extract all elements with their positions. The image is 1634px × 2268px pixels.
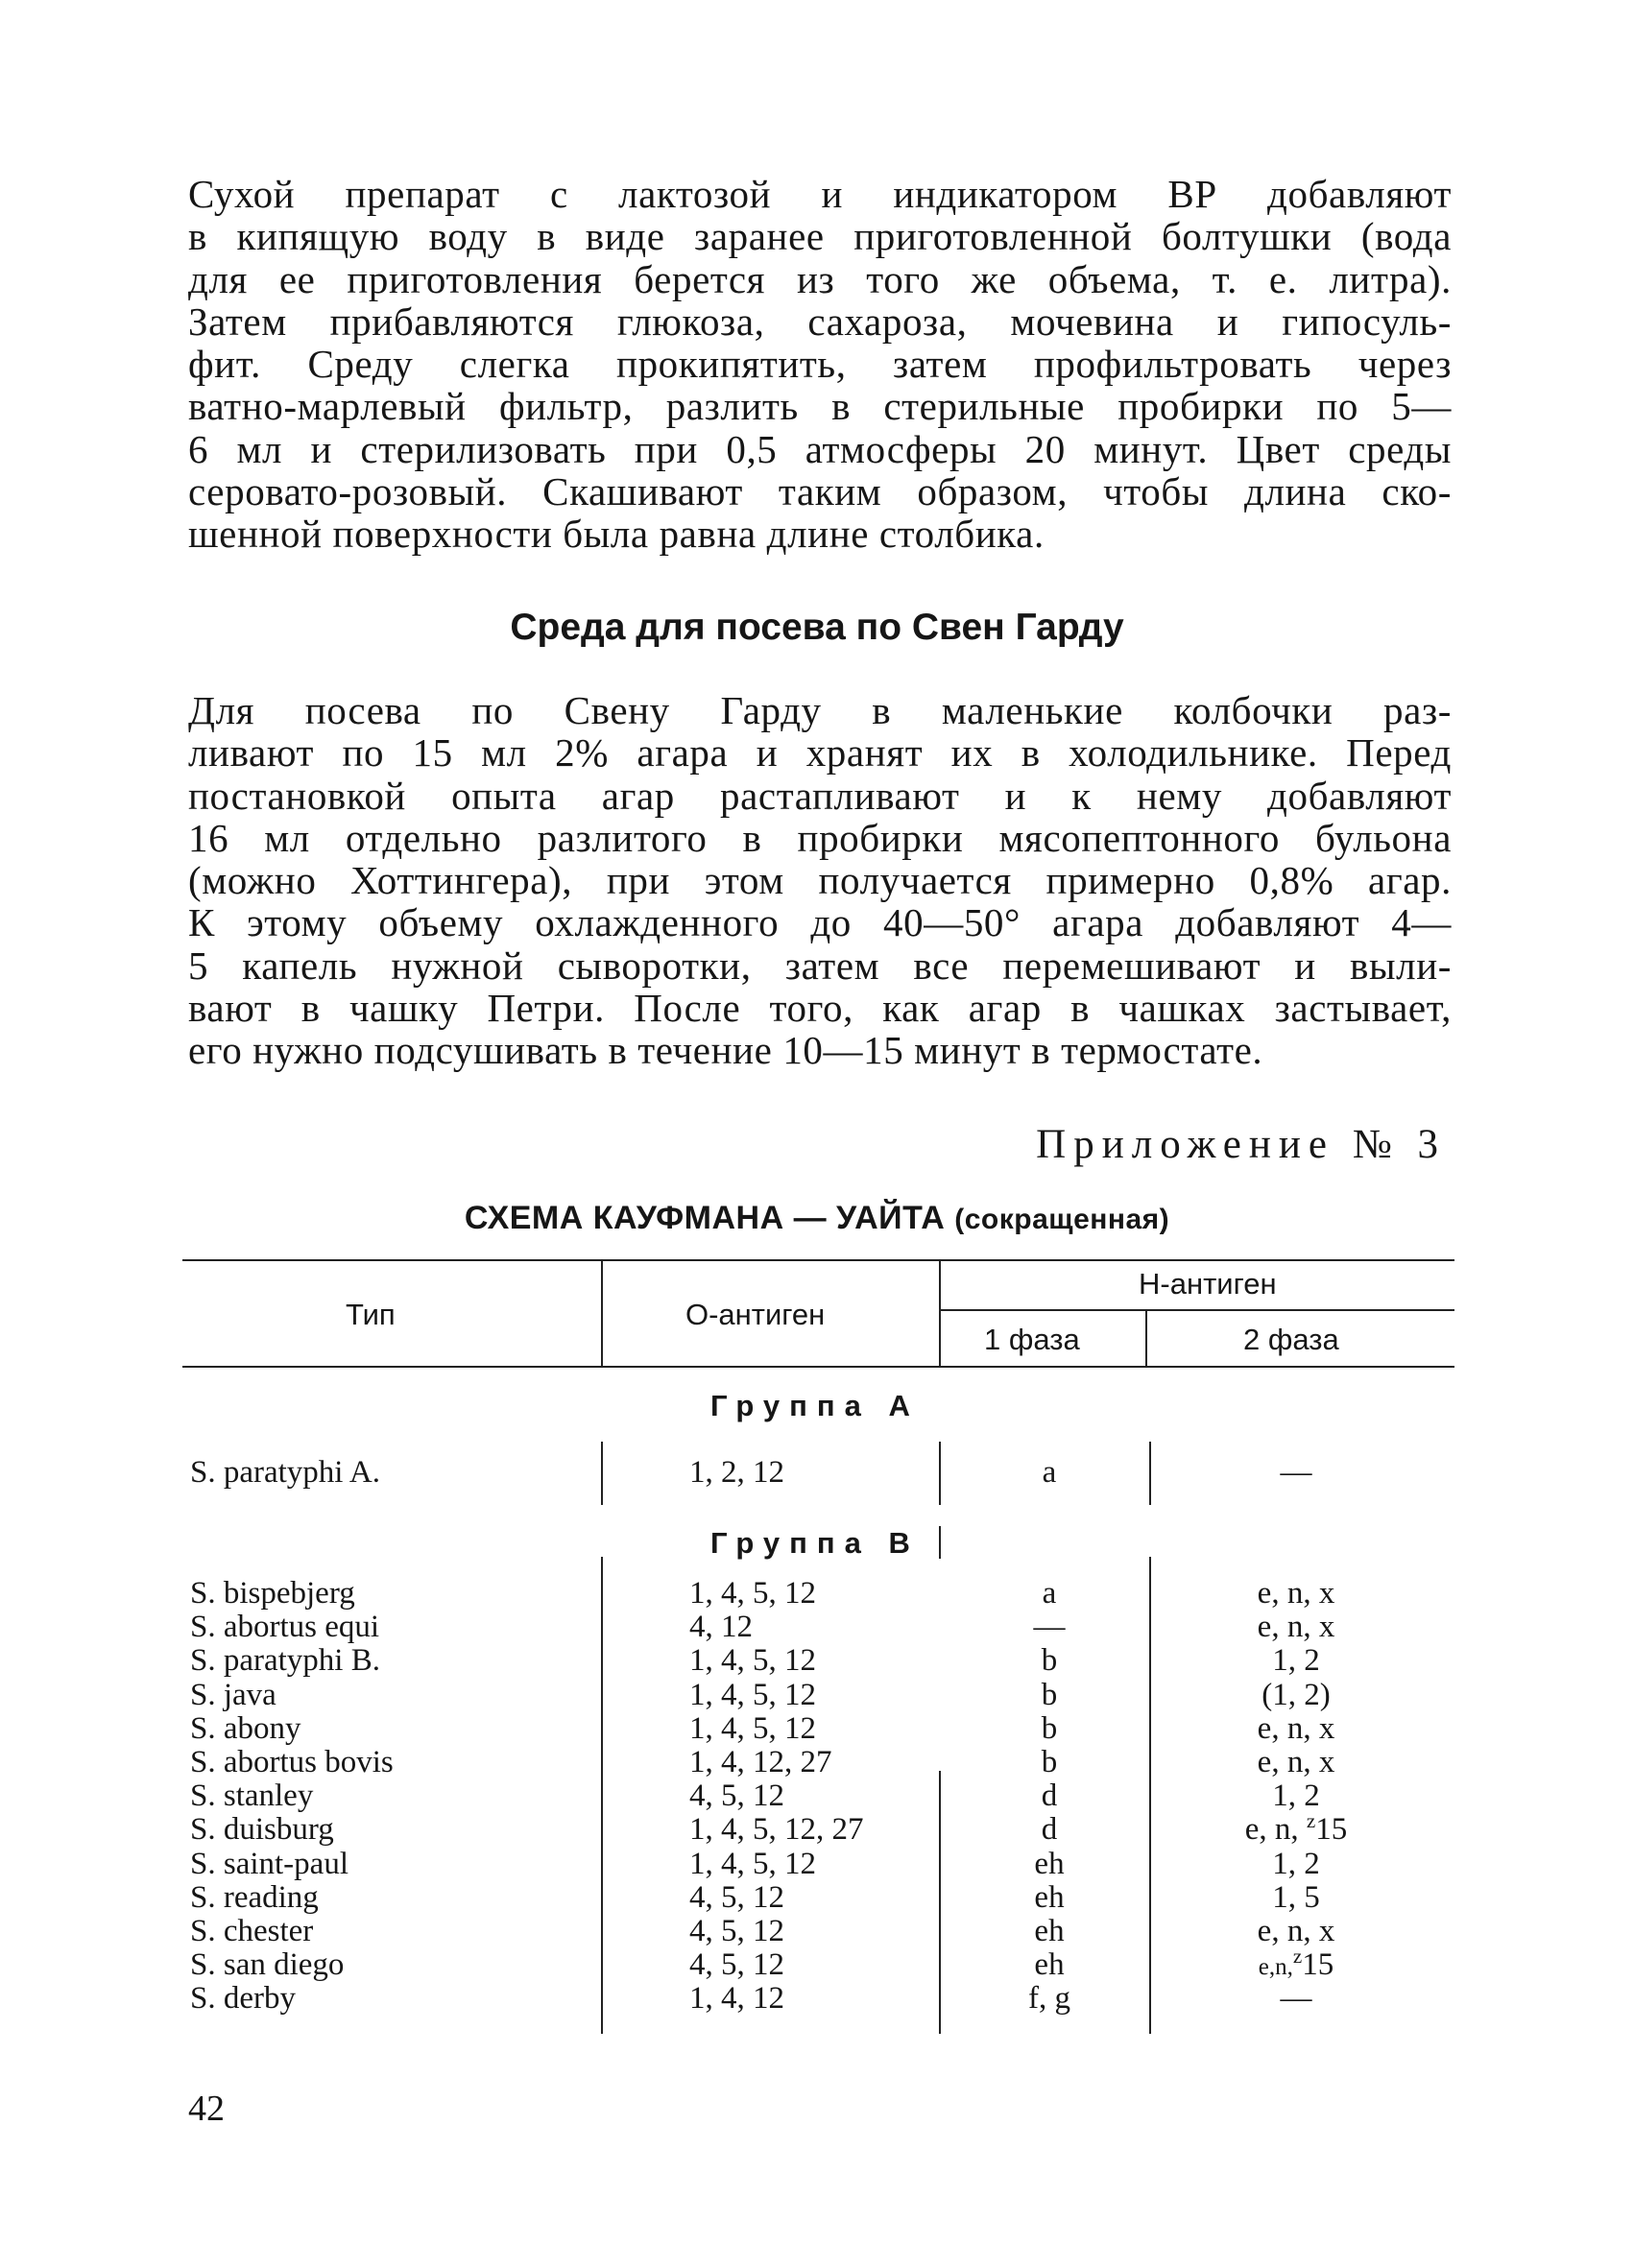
text-line: шенной поверхности была равна длине столбика. <box>188 512 1045 557</box>
row-type-name: S. chester <box>190 1914 314 1948</box>
phase-2-superscript: z <box>1306 1809 1316 1833</box>
group-b-vrule-1 <box>601 1557 603 2034</box>
row-phase-1: — <box>1033 1610 1066 1645</box>
row-o-antigen: 1, 4, 5, 12 <box>689 1677 816 1712</box>
row-phase-2: e, n, x <box>1257 1745 1335 1779</box>
row-type-name: S. saint-paul <box>190 1846 348 1881</box>
row-o-antigen: 4, 5, 12 <box>689 1879 784 1915</box>
row-o-antigen: 4, 5, 12 <box>689 1914 784 1948</box>
row-o-antigen: 1, 4, 5, 12, 27 <box>689 1812 864 1848</box>
row-phase-2: 1, 2 <box>1272 1643 1320 1679</box>
phase-2-text: e, n, <box>1244 1812 1307 1848</box>
row-o-antigen: 1, 4, 5, 12 <box>689 1846 816 1881</box>
row-phase-1: f, g <box>1028 1981 1070 2017</box>
text-line: К этому объему охлажденного до 40—50° агара добавляют 4— <box>188 900 1452 945</box>
row-o-antigen: 1, 2, 12 <box>689 1455 784 1490</box>
text-line: Сухой препарат с лактозой и индикатором ВР добавляют <box>188 172 1452 216</box>
header-vrule-1 <box>601 1261 603 1366</box>
row-type-name: S. san diego <box>190 1947 345 1983</box>
section-heading: Среда для посева по Свен Гарду <box>510 607 1124 648</box>
text-line: 16 мл отдельно разлитого в пробирки мясопептонного бульона <box>188 815 1452 860</box>
row-type-name: S. abony <box>190 1710 301 1746</box>
phase-2-text: 15 <box>1302 1947 1334 1983</box>
header-vrule-2 <box>939 1261 941 1366</box>
row-phase-1: b <box>1041 1677 1058 1712</box>
row-type-name: S. abortus bovis <box>190 1745 394 1779</box>
row-phase-1: a <box>1042 1576 1057 1611</box>
group-b-label: Группа В <box>710 1526 920 1560</box>
table-subtitle: (сокращенная) <box>954 1204 1170 1235</box>
row-phase-2: e, n, x <box>1257 1610 1335 1645</box>
group-a-vrule-1 <box>601 1442 603 1505</box>
row-phase-1: eh <box>1034 1879 1065 1915</box>
row-phase-1: b <box>1041 1745 1058 1779</box>
phase-2-text: 15 <box>1315 1812 1348 1848</box>
text-line: 6 мл и стерилизовать при 0,5 атмосферы 20 минут. Цвет среды <box>188 426 1452 471</box>
row-o-antigen: 1, 4, 12 <box>689 1981 784 2017</box>
row-o-antigen: 1, 4, 5, 12 <box>689 1643 816 1679</box>
row-phase-2: 1, 2 <box>1272 1779 1320 1814</box>
text-line: ватно-марлевый фильтр, разлить в стерильные пробирки по 5— <box>188 384 1452 429</box>
header-type: Тип <box>346 1298 396 1331</box>
row-type-name: S. abortus equi <box>190 1610 380 1645</box>
header-o-antigen: О-антиген <box>685 1298 826 1331</box>
row-o-antigen: 1, 4, 5, 12 <box>689 1576 816 1611</box>
row-phase-2: 1, 5 <box>1272 1879 1320 1915</box>
row-type-name: S. paratyphi A. <box>190 1455 380 1490</box>
row-phase-1: a <box>1042 1455 1057 1490</box>
row-phase-1: d <box>1041 1812 1058 1848</box>
phase-2-text: e,n, <box>1258 1954 1293 1981</box>
text-line: постановкой опыта агар растапливают и к нему добавляют <box>188 773 1452 818</box>
header-phase-2: 2 фаза <box>1243 1323 1339 1356</box>
text-line: его нужно подсушивать в течение 10—15 минут в термостате. <box>188 1028 1263 1073</box>
row-phase-2: — <box>1280 1455 1312 1490</box>
row-type-name: S. stanley <box>190 1779 314 1814</box>
row-phase-2 <box>1219 1947 1373 1985</box>
table-title <box>0 1200 1634 1237</box>
row-o-antigen: 1, 4, 5, 12 <box>689 1710 816 1746</box>
row-o-antigen: 1, 4, 12, 27 <box>689 1745 832 1779</box>
row-type-name: S. duisburg <box>190 1812 334 1848</box>
text-line: (можно Хоттингера), при этом получается примерно 0,8% агар. <box>188 858 1452 903</box>
h-antigen-rule <box>941 1309 1454 1311</box>
group-b-vrule-4 <box>1149 1557 1151 2034</box>
text-line: фит. Среду слегка прокипятить, затем профильтровать через <box>188 342 1452 387</box>
row-o-antigen: 4, 12 <box>689 1610 753 1645</box>
row-phase-2: e, n, x <box>1257 1914 1335 1948</box>
header-phase-1: 1 фаза <box>984 1323 1080 1356</box>
row-phase-2: 1, 2 <box>1272 1846 1320 1881</box>
text-line: Затем прибавляются глюкоза, сахароза, мочевина и гипосуль- <box>188 298 1452 344</box>
page-number: 42 <box>188 2089 225 2129</box>
row-phase-1: d <box>1041 1779 1058 1814</box>
text-line: вают в чашку Петри. После того, как агар в чашках застывает, <box>188 986 1452 1031</box>
text-line: ливают по 15 мл 2% агара и хранят их в холодильнике. Перед <box>188 730 1452 776</box>
phase-2-superscript: z <box>1292 1945 1303 1969</box>
row-phase-2: e, n, x <box>1257 1710 1335 1746</box>
row-o-antigen: 4, 5, 12 <box>689 1779 784 1814</box>
row-o-antigen: 4, 5, 12 <box>689 1947 784 1983</box>
group-a-label: Группа А <box>710 1389 920 1422</box>
row-phase-2: e, n, x <box>1257 1576 1335 1611</box>
text-line: 5 капель нужной сыворотки, затем все перемешивают и выли- <box>188 943 1452 988</box>
header-bottom-rule <box>182 1366 1454 1368</box>
row-phase-1: b <box>1041 1643 1058 1679</box>
row-phase-2: (1, 2) <box>1262 1677 1331 1712</box>
group-a-vrule-3 <box>1149 1442 1151 1505</box>
row-type-name: S. derby <box>190 1981 296 2017</box>
row-type-name: S. paratyphi B. <box>190 1643 380 1679</box>
row-phase-1: b <box>1041 1710 1058 1746</box>
paragraph-lactose-medium <box>188 173 1452 556</box>
text-line: для ее приготовления берется из того же объема, т. е. литра). <box>188 256 1452 301</box>
row-type-name: S. bispebjerg <box>190 1576 355 1611</box>
header-vrule-3 <box>1145 1311 1147 1366</box>
row-type-name: S. reading <box>190 1879 319 1915</box>
group-b-vrule-3 <box>939 1771 941 2034</box>
group-b-vrule-2 <box>939 1526 941 1559</box>
group-a-vrule-2 <box>939 1442 941 1505</box>
row-phase-2 <box>1219 1809 1373 1848</box>
text-line: Для посева по Свену Гарду в маленькие колбочки раз- <box>188 688 1452 732</box>
row-phase-1: eh <box>1034 1914 1065 1948</box>
text-line: серовато-розовый. Скашивают таким образом, чтобы длина ско- <box>188 469 1452 514</box>
table-title-main: СХЕМА КАУФМАНА — УАЙТА <box>464 1200 946 1236</box>
row-phase-2: — <box>1280 1981 1312 2017</box>
header-h-antigen: Н-антиген <box>1139 1267 1277 1301</box>
row-phase-1: eh <box>1034 1947 1065 1983</box>
row-type-name: S. java <box>190 1677 276 1712</box>
text-line: в кипящую воду в виде заранее приготовленной болтушки (вода <box>188 214 1452 259</box>
table-top-rule <box>182 1259 1454 1261</box>
row-phase-1: eh <box>1034 1846 1065 1881</box>
appendix-label: Приложение № 3 <box>1036 1122 1446 1167</box>
paragraph-sven-gard <box>188 689 1452 1072</box>
